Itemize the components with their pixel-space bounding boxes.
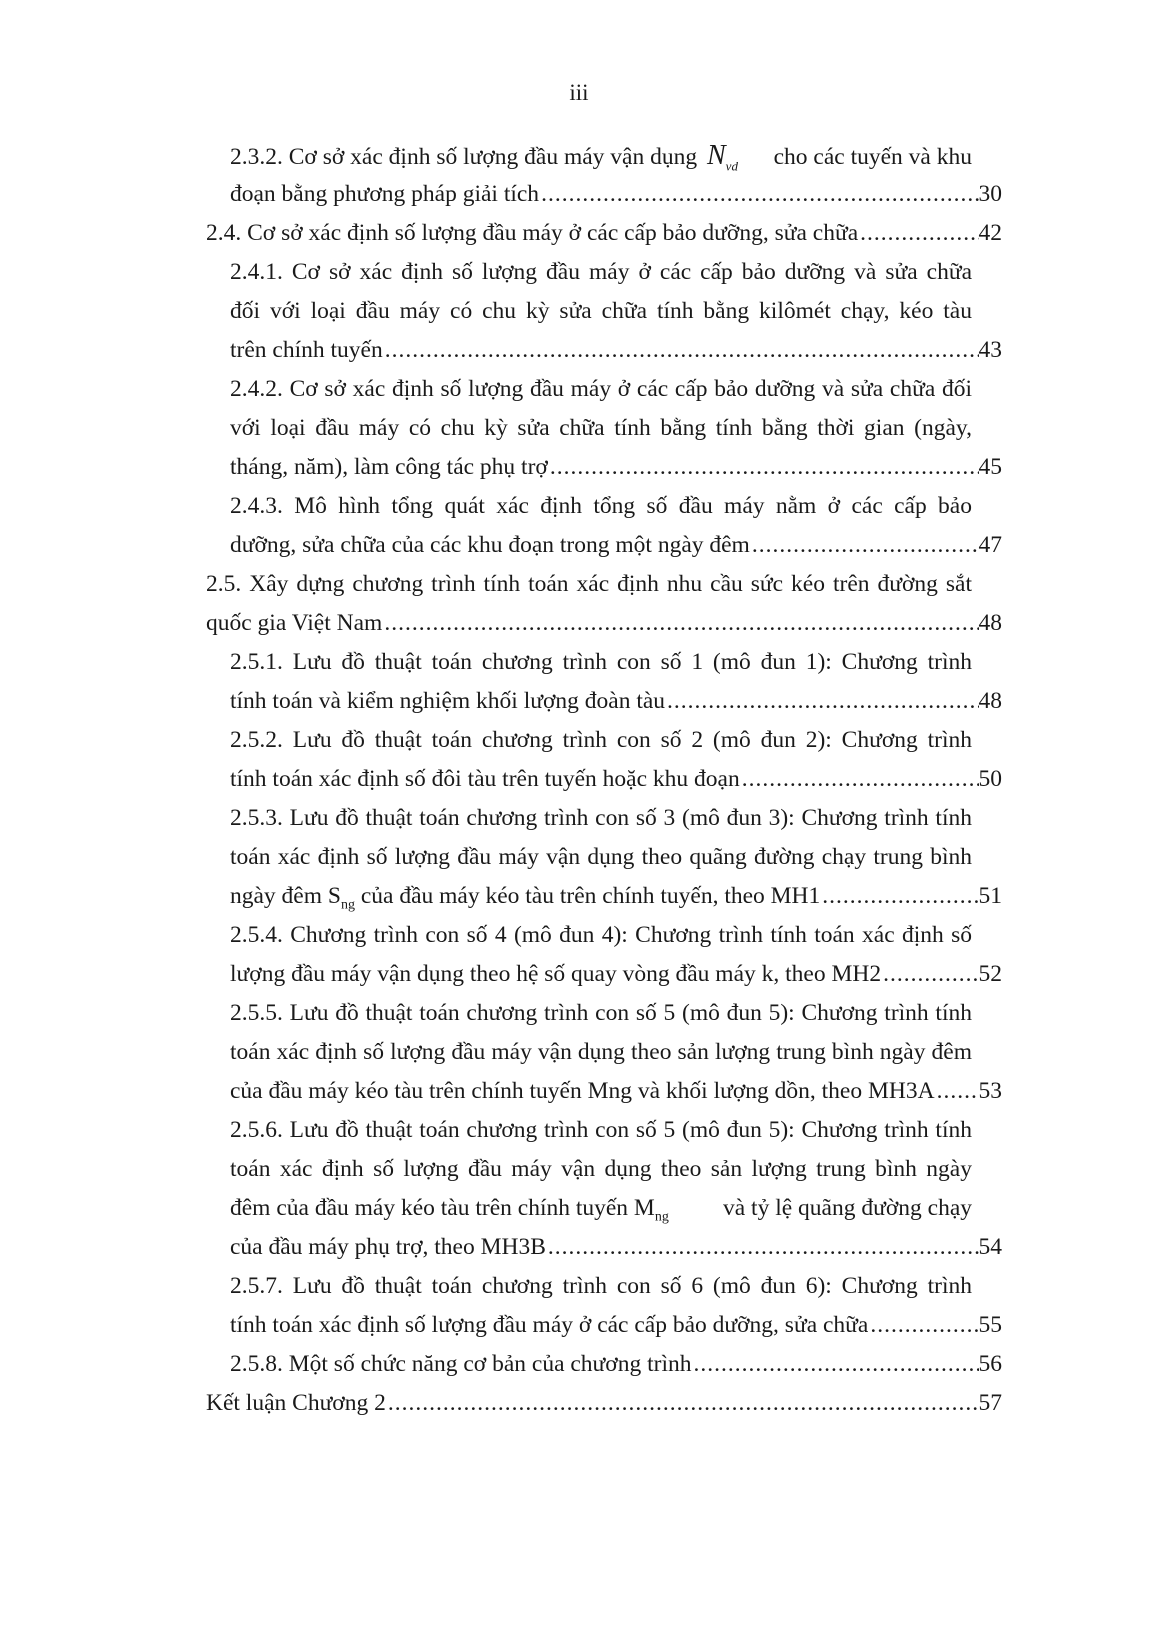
dot-leader	[740, 760, 979, 799]
math-symbol-n-vd: $N_{vd}$	[706, 140, 738, 174]
toc-line: 2.5.1. Lưu đồ thuật toán chương trình con số 1 (mô đun 1): Chương trình	[230, 649, 972, 675]
toc-line-last	[230, 760, 1002, 799]
toc-line-text: cho các tuyến và khu	[773, 144, 972, 170]
toc-line-last	[206, 214, 1002, 253]
toc-line: đối với loại đầu máy có chu kỳ sửa chữa tính bằng kilômét chạy, kéo tàu	[230, 298, 972, 324]
page-ref: 45	[978, 454, 1002, 480]
toc-line	[230, 136, 972, 175]
toc-line-text: lượng đầu máy vận dụng theo hệ số quay vòng đầu máy k, theo MH2	[230, 961, 882, 987]
page-ref: 56	[978, 1351, 1002, 1377]
toc-line-text: và tỷ lệ quãng đường chạy	[723, 1195, 972, 1221]
page-number: iii	[569, 80, 589, 105]
toc-line: 2.5.4. Chương trình con số 4 (mô đun 4): Chương trình tính toán xác định số	[230, 922, 972, 948]
toc-line-text: 2.3.2. Cơ sở xác định số lượng đầu máy vận dụng $N_{vd}$	[230, 136, 742, 186]
subscript: ng	[340, 897, 355, 913]
toc-line-last	[230, 877, 1002, 916]
toc-line-text: của đầu máy kéo tàu trên chính tuyến Mng và khối lượng dồn, theo MH3A	[230, 1078, 935, 1104]
dot-leader	[881, 955, 978, 994]
toc-line-last	[230, 175, 1002, 214]
toc-line	[230, 1189, 972, 1228]
toc-line-last	[230, 331, 1002, 370]
dot-leader	[665, 682, 978, 721]
toc-line-text: quốc gia Việt Nam	[206, 610, 383, 636]
toc-line-last	[230, 1072, 1002, 1111]
toc-line-last	[230, 682, 1002, 721]
toc-line-last	[230, 448, 1002, 487]
toc-line-last	[206, 1384, 1002, 1423]
dot-leader	[935, 1072, 979, 1111]
toc-line-text: đoạn bằng phương pháp giải tích	[230, 181, 540, 207]
toc-line-text: đêm của đầu máy kéo tàu trên chính tuyến M	[230, 1195, 655, 1221]
dot-leader	[750, 526, 979, 565]
page-ref: 43	[978, 337, 1002, 363]
page-ref: 48	[978, 688, 1002, 714]
toc-line: toán xác định số lượng đầu máy vận dụng theo quãng đường chạy trung bình	[230, 844, 972, 870]
dot-leader	[868, 1306, 978, 1345]
toc-line: 2.5.5. Lưu đồ thuật toán chương trình con số 5 (mô đun 5): Chương trình tính	[230, 1000, 972, 1026]
dot-leader	[548, 448, 979, 487]
toc-line-text: Kết luận Chương 2	[206, 1390, 386, 1416]
toc-line-last	[206, 604, 1002, 643]
toc-line-last	[230, 526, 1002, 565]
dot-leader	[820, 877, 978, 916]
page-ref: 54	[978, 1234, 1002, 1260]
page-ref: 30	[978, 181, 1002, 207]
dot-leader	[382, 604, 978, 643]
page-ref: 48	[978, 610, 1002, 636]
dot-leader	[858, 214, 978, 253]
toc-line-text: ngày đêm S	[230, 883, 341, 909]
toc-line-last	[230, 955, 1002, 994]
toc-line: 2.4.1. Cơ sở xác định số lượng đầu máy ở các cấp bảo dưỡng và sửa chữa	[230, 259, 972, 285]
subscript: ng	[654, 1209, 669, 1225]
dot-leader	[383, 331, 979, 370]
toc-line-text: 2.4. Cơ sở xác định số lượng đầu máy ở các cấp bảo dưỡng, sửa chữa	[206, 220, 859, 246]
toc-line: toán xác định số lượng đầu máy vận dụng theo sản lượng trung bình ngày đêm	[230, 1039, 972, 1065]
toc-line: toán xác định số lượng đầu máy vận dụng theo sản lượng trung bình ngày	[230, 1156, 972, 1182]
dot-leader	[539, 175, 978, 214]
page-ref: 57	[978, 1390, 1002, 1416]
toc-line-text: tháng, năm), làm công tác phụ trợ	[230, 454, 548, 480]
page-ref: 50	[978, 766, 1002, 792]
toc-line: 2.4.2. Cơ sở xác định số lượng đầu máy ở các cấp bảo dưỡng và sửa chữa đối	[230, 376, 972, 402]
toc-line: với loại đầu máy có chu kỳ sửa chữa tính bằng tính bằng thời gian (ngày,	[230, 415, 972, 441]
page-ref: 52	[978, 961, 1002, 987]
toc-line-last	[230, 1228, 1002, 1267]
toc-line: 2.5.3. Lưu đồ thuật toán chương trình con số 3 (mô đun 3): Chương trình tính	[230, 805, 972, 831]
toc-line-text: tính toán xác định số đôi tàu trên tuyến hoặc khu đoạn	[230, 766, 740, 792]
page-ref: 47	[978, 532, 1002, 558]
page-ref: 53	[978, 1078, 1002, 1104]
page-ref: 51	[978, 883, 1002, 909]
math-symbol-subscript: vd	[725, 158, 738, 174]
toc-line-text: 2.5.8. Một số chức năng cơ bản của chương trình	[230, 1351, 692, 1377]
toc-line-text: của đầu máy phụ trợ, theo MH3B	[230, 1234, 546, 1260]
toc-line-last	[230, 1345, 1002, 1384]
page-ref: 55	[978, 1312, 1002, 1338]
toc-line: 2.5.7. Lưu đồ thuật toán chương trình con số 6 (mô đun 6): Chương trình	[230, 1273, 972, 1299]
toc-line-text: tính toán và kiểm nghiệm khối lượng đoàn tàu	[230, 688, 666, 714]
page-ref: 42	[978, 220, 1002, 246]
dot-leader	[691, 1345, 978, 1384]
dot-leader	[546, 1228, 979, 1267]
toc-line-last	[230, 1306, 1002, 1345]
toc-line: 2.5. Xây dựng chương trình tính toán xác định nhu cầu sức kéo trên đường sắt	[206, 571, 972, 597]
toc-line: 2.5.2. Lưu đồ thuật toán chương trình con số 2 (mô đun 2): Chương trình	[230, 727, 972, 753]
toc-line-text: trên chính tuyến	[230, 337, 383, 363]
toc-line: 2.5.6. Lưu đồ thuật toán chương trình con số 5 (mô đun 5): Chương trình tính	[230, 1117, 972, 1143]
toc-line: 2.4.3. Mô hình tổng quát xác định tổng số đầu máy nằm ở các cấp bảo	[230, 493, 972, 519]
toc-line-text: dưỡng, sửa chữa của các khu đoạn trong một ngày đêm	[230, 532, 750, 558]
toc-line-text: của đầu máy kéo tàu trên chính tuyến, theo MH1	[354, 883, 821, 909]
dot-leader	[386, 1384, 979, 1423]
toc-line-text: tính toán xác định số lượng đầu máy ở các cấp bảo dưỡng, sửa chữa	[230, 1312, 869, 1338]
